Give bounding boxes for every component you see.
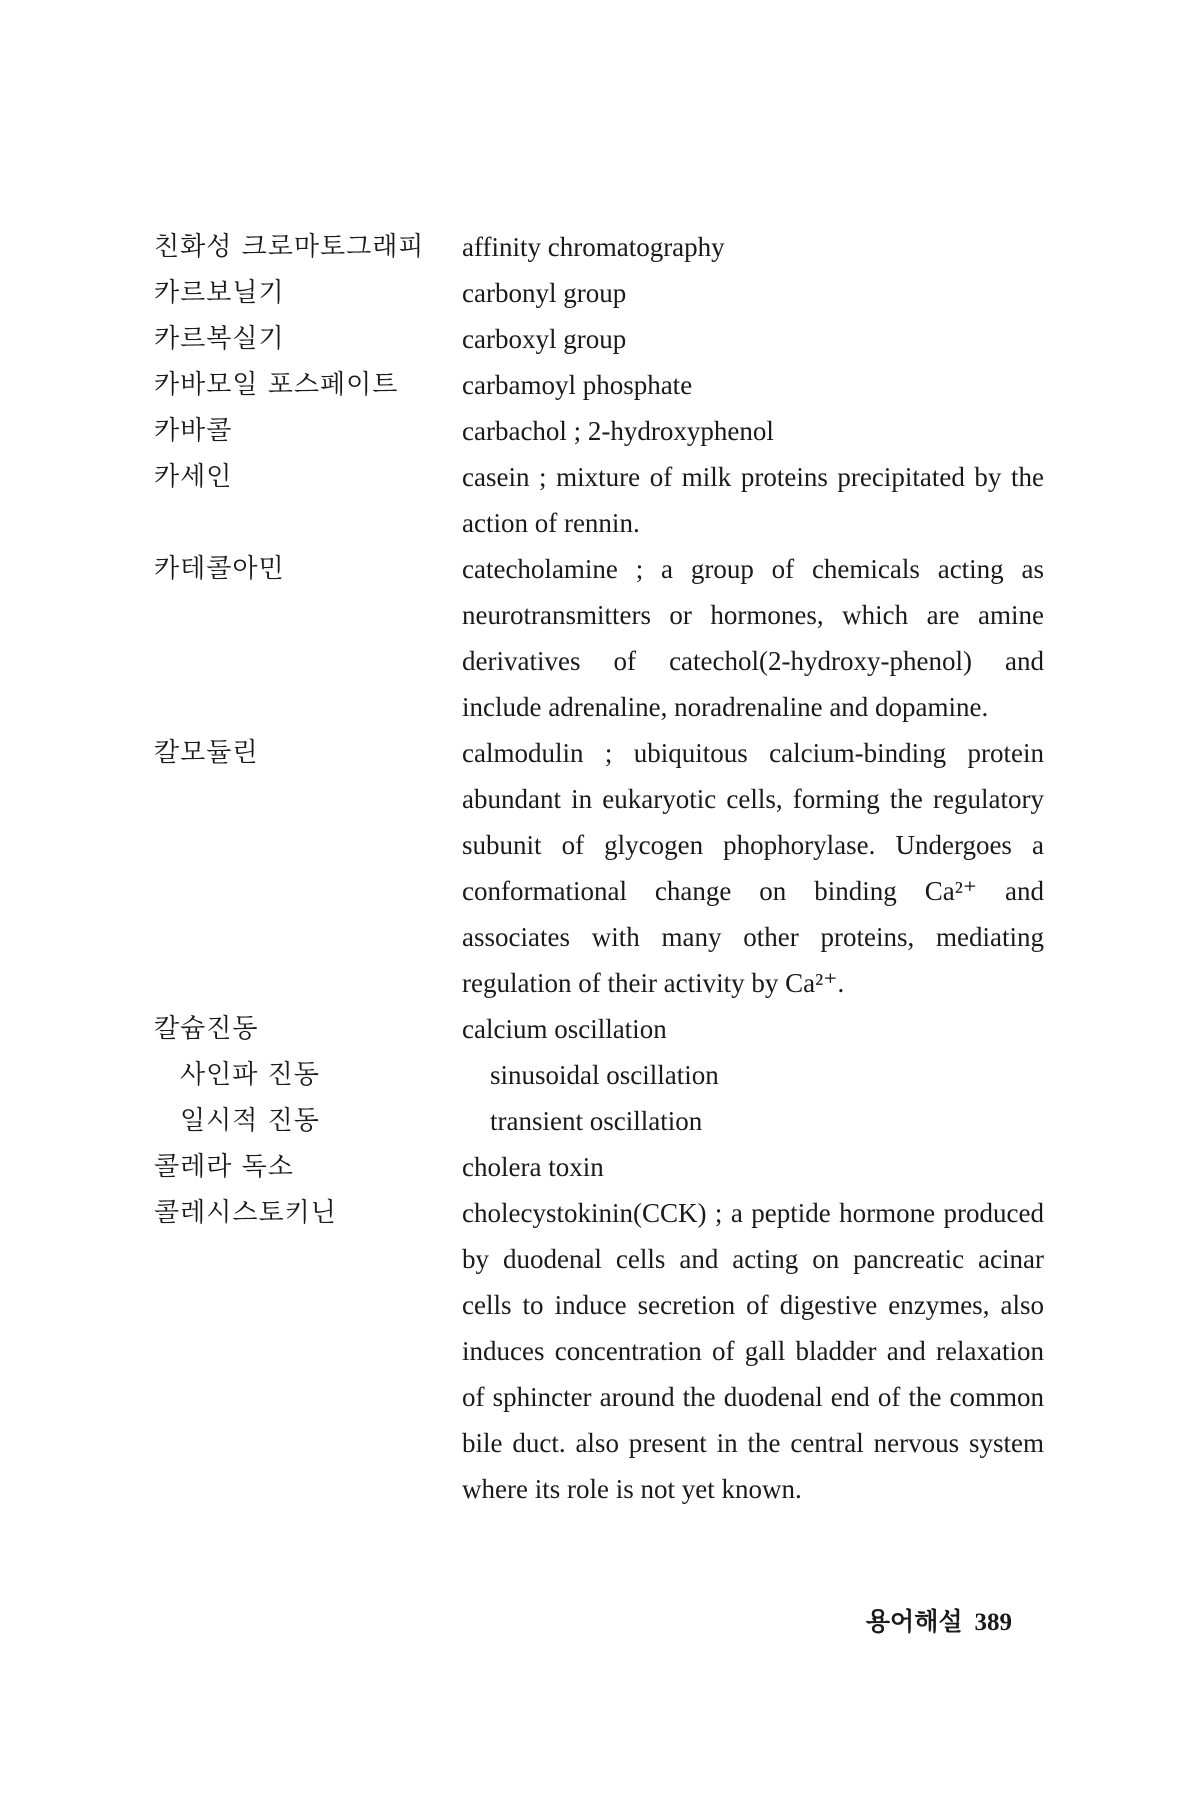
glossary-subentry (154, 1098, 1054, 1144)
english-subdefinition: transient oscillation (490, 1106, 703, 1136)
glossary-entry (154, 316, 1054, 362)
english-definition: cholera toxin (462, 1152, 604, 1182)
glossary-entry (154, 1144, 1054, 1190)
english-definition: catecholamine ; a group of chemicals acting as neurotransmitters or hormones, which are amine derivatives of catechol(2-hydroxy-phenol) and include adrenaline, noradrenaline and dopamine. (462, 554, 1044, 722)
korean-subterm: 사인파 진동 (180, 1060, 320, 1090)
page-number: 389 (974, 1609, 1012, 1636)
glossary-entry (154, 730, 1054, 1006)
korean-term: 카바콜 (154, 416, 233, 446)
korean-term: 카테콜아민 (154, 554, 285, 584)
glossary-entry (154, 454, 1054, 546)
glossary-entry (154, 362, 1054, 408)
english-definition: cholecystokinin(CCK) ; a peptide hormone produced by duodenal cells and acting on pancreatic acinar cells to induce secretion of digestive enzymes, also induces concentration of gall bladder and relaxation of sphincter around the duodenal end of the common bile duct. also present in the central nervous system where its role is not yet known. (462, 1198, 1044, 1504)
english-definition: carbonyl group (462, 278, 627, 308)
glossary-entry (154, 224, 1054, 270)
korean-term: 친화성 크로마토그래피 (154, 232, 425, 262)
korean-term: 카르복실기 (154, 324, 285, 354)
glossary-entry (154, 270, 1054, 316)
glossary-subentry (154, 1052, 1054, 1098)
english-definition: carbachol ; 2-hydroxyphenol (462, 416, 774, 446)
page-footer (866, 1602, 1012, 1638)
english-definition: affinity chromatography (462, 232, 725, 262)
english-definition: casein ; mixture of milk proteins precipitated by the action of rennin. (462, 462, 1044, 538)
english-definition: calcium oscillation (462, 1014, 667, 1044)
korean-term: 칼모듈린 (154, 738, 259, 768)
english-subdefinition: sinusoidal oscillation (490, 1060, 719, 1090)
section-label: 용어해설 (865, 1607, 963, 1636)
korean-subterm: 일시적 진동 (180, 1106, 320, 1136)
korean-term: 콜레시스토키닌 (154, 1198, 337, 1228)
glossary-list (154, 224, 1054, 1512)
english-definition: carboxyl group (462, 324, 627, 354)
glossary-entry (154, 1190, 1054, 1512)
glossary-entry (154, 408, 1054, 454)
korean-term: 카르보닐기 (154, 278, 285, 308)
korean-term: 칼슘진동 (154, 1014, 259, 1044)
glossary-entry (154, 546, 1054, 730)
english-definition: carbamoyl phosphate (462, 370, 693, 400)
english-definition: calmodulin ; ubiquitous calcium-binding protein abundant in eukaryotic cells, forming the regulatory subunit of glycogen phophorylase. Undergoes a conformational change on binding Ca²⁺ and associates with many other proteins, mediating regulation of their activity by Ca²⁺. (462, 738, 1044, 998)
korean-term: 카세인 (154, 462, 233, 492)
glossary-entry (154, 1006, 1054, 1052)
korean-term: 카바모일 포스페이트 (154, 370, 399, 400)
korean-term: 콜레라 독소 (154, 1152, 294, 1182)
